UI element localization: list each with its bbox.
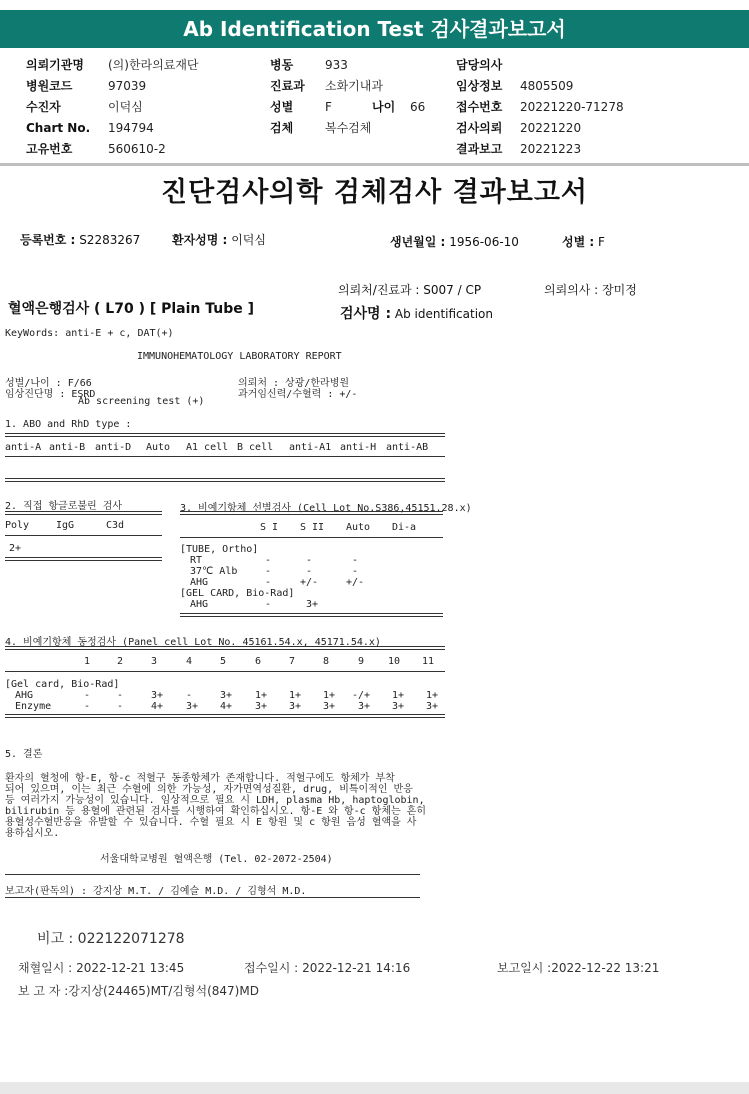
dat-header-c3d: C3d	[106, 520, 125, 531]
test-name: 검사명 : Ab identification	[340, 306, 493, 322]
screen-cell: -	[265, 577, 272, 588]
section-1-title: 1. ABO and RhD type :	[5, 419, 132, 430]
screen-cell: -	[352, 555, 359, 566]
header-label: 임상정보	[456, 79, 503, 93]
transfusion-history: 과거임신력/수혈력 : +/-	[238, 389, 358, 400]
abo-header-b-cell: B cell	[237, 442, 274, 453]
panel-col: 6	[255, 656, 262, 667]
screen-header-dia: Di-a	[392, 522, 417, 533]
keywords: KeyWords: anti-E + c, DAT(+)	[5, 328, 174, 339]
screen-cell: +/-	[300, 577, 319, 588]
page-bottom-edge	[0, 1082, 749, 1094]
screen-cell: -	[352, 566, 359, 577]
clinical-diagnosis-detail: Ab screening test (+)	[78, 396, 205, 407]
header-value: 복수검체	[325, 121, 372, 135]
screen-cell: -	[306, 566, 313, 577]
test-group: 혈액은행검사 ( L70 ) [ Plain Tube ]	[8, 301, 255, 317]
panel-cell: 3+	[426, 701, 439, 712]
header-column-1	[26, 54, 199, 159]
collection-datetime: 채혈일시 : 2022-12-21 13:45	[18, 961, 185, 975]
conclusion-line: 환자의 혈청에 항-E, 항-c 적혈구 동종항체가 존재합니다. 적혈구에도 항체가 부착	[5, 773, 395, 784]
header-value: 20221220	[520, 120, 582, 135]
clinical-diagnosis: 임상진단명 : ESRD	[5, 389, 96, 400]
section-4-title: 4. 비예기항체 동정검사 (Panel cell Lot No. 45161.54.x, 45171.54.x)	[5, 637, 381, 648]
header-label: 고유번호	[26, 142, 73, 156]
header-label: 담당의사	[456, 58, 503, 72]
section-1-rule-top	[5, 433, 445, 437]
conclusion-line: 등 여러가지 가능성이 있습니다. 임상적으로 필요 시 LDH, plasma Hb, haptoglobin,	[5, 795, 425, 806]
panel-cell: -/+	[352, 690, 371, 701]
screen-row-label: 37℃ Alb	[190, 566, 238, 577]
header-value: F	[325, 99, 332, 114]
screen-header-s2: S II	[300, 522, 325, 533]
section-2-rule-mid	[5, 535, 162, 536]
screen-row-label: [TUBE, Ortho]	[180, 544, 259, 555]
panel-cell: 1+	[255, 690, 268, 701]
lab-report-title: IMMUNOHEMATOLOGY LABORATORY REPORT	[137, 351, 342, 362]
abo-header-a1-cell: A1 cell	[186, 442, 229, 453]
section-3-rule-bottom	[180, 613, 443, 617]
header-value: 4805509	[520, 78, 574, 93]
screen-row-label: AHG	[190, 599, 209, 610]
section-3-rule-mid	[180, 537, 443, 538]
patient-sex: 성별 : F	[562, 235, 605, 249]
header-value: 20221223	[520, 141, 582, 156]
abo-header-anti-d: anti-D	[95, 442, 132, 453]
remark: 비고 : 022122071278	[37, 931, 185, 947]
panel-cell: -	[117, 690, 124, 701]
reporters-rule-bottom	[5, 897, 420, 898]
header-label: 진료과	[270, 79, 305, 93]
panel-cell: 3+	[255, 701, 268, 712]
panel-cell: 4+	[220, 701, 233, 712]
header-value: 소화기내과	[325, 79, 383, 93]
sex-age: 성별/나이 : F/66	[5, 378, 92, 389]
panel-cell: -	[117, 701, 124, 712]
panel-cell: 1+	[392, 690, 405, 701]
screen-row-label: AHG	[190, 577, 209, 588]
abo-header-anti-ab: anti-AB	[386, 442, 429, 453]
screen-cell: +/-	[346, 577, 365, 588]
panel-col: 3	[151, 656, 158, 667]
dat-value-poly: 2+	[9, 543, 22, 554]
panel-row-label: Enzyme	[15, 701, 52, 712]
section-4-rule-bottom	[5, 714, 445, 718]
header-label: 병원코드	[26, 79, 73, 93]
blood-bank-contact: 서울대학교병원 혈액은행 (Tel. 02-2072-2504)	[100, 854, 333, 865]
header-value: 560610-2	[108, 141, 166, 156]
abo-header-anti-a: anti-A	[5, 442, 42, 453]
header-column-2	[270, 54, 425, 138]
header-label: Chart No.	[26, 120, 91, 135]
section-1-rule-mid	[5, 456, 445, 457]
screen-cell: 3+	[306, 599, 319, 610]
header-column-3	[456, 54, 624, 159]
abo-header-anti-h: anti-H	[340, 442, 377, 453]
panel-cell: 1+	[323, 690, 336, 701]
panel-cell: -	[84, 690, 91, 701]
panel-cell: 3+	[220, 690, 233, 701]
abo-header-anti-a1: anti-A1	[289, 442, 332, 453]
screen-cell: -	[265, 555, 272, 566]
conclusion-line: 용하십시오.	[5, 828, 60, 839]
screen-cell: -	[265, 566, 272, 577]
section-3-rule-top	[180, 511, 443, 515]
screen-header-s1: S I	[260, 522, 279, 533]
dat-header-poly: Poly	[5, 520, 30, 531]
panel-cell: 3+	[392, 701, 405, 712]
panel-col: 8	[323, 656, 330, 667]
panel-cell: 3+	[358, 701, 371, 712]
screen-row-label: RT	[190, 555, 203, 566]
date-of-birth: 생년월일 : 1956-06-10	[390, 235, 519, 249]
conclusion-line: 용혈성수혈반응을 유발할 수 있습니다. 수혈 필요 시 E 항원 및 c 항원 음성 혈액을 사	[5, 817, 417, 828]
panel-cell: 3+	[289, 701, 302, 712]
header-label: 접수번호	[456, 100, 503, 114]
header-label: 검사의뢰	[456, 121, 503, 135]
request-doctor: 의뢰의사 : 장미정	[544, 283, 637, 297]
header-label: 의뢰기관명	[26, 58, 84, 72]
panel-col: 1	[84, 656, 91, 667]
requester: 의뢰처 : 상광/한라병원	[238, 378, 350, 389]
section-3-title: 3. 비예기항체 선별검사 (Cell Lot No.S386,45151.28.x)	[180, 503, 472, 514]
panel-row-label: AHG	[15, 690, 34, 701]
header-label: 수진자	[26, 100, 61, 114]
screen-header-auto: Auto	[346, 522, 371, 533]
dat-header-igg: IgG	[56, 520, 75, 531]
document-title: 진단검사의학 검체검사 결과보고서	[160, 177, 589, 208]
section-4-rule-mid	[5, 671, 445, 672]
panel-cell: -	[186, 690, 193, 701]
header-label: 병동	[270, 58, 294, 72]
panel-col: 10	[388, 656, 401, 667]
report-banner-title: Ab Identification Test 검사결과보고서	[0, 10, 749, 48]
reporters-rule-top	[5, 874, 420, 875]
patient-name: 환자성명 : 이덕심	[172, 233, 266, 247]
header-value: 933	[325, 57, 348, 72]
panel-col: 7	[289, 656, 296, 667]
header-label: 성별	[270, 100, 294, 114]
panel-cell: 4+	[151, 701, 164, 712]
section-1-rule-bottom	[5, 478, 445, 482]
header-value: 194794	[108, 120, 154, 135]
panel-cell: -	[84, 701, 91, 712]
panel-cell: 3+	[186, 701, 199, 712]
footer-reporter: 보 고 자 :강지상(24465)MT/김형석(847)MD	[18, 984, 259, 998]
receipt-datetime: 접수일시 : 2022-12-21 14:16	[244, 961, 411, 975]
panel-col: 5	[220, 656, 227, 667]
panel-col: 2	[117, 656, 124, 667]
panel-cell: 1+	[426, 690, 439, 701]
section-5-title: 5. 결론	[5, 749, 43, 760]
panel-col: 9	[358, 656, 365, 667]
report-datetime: 보고일시 :2022-12-22 13:21	[497, 961, 660, 975]
section-4-rule-top	[5, 646, 445, 650]
request-department: 의뢰처/진료과 : S007 / CP	[338, 283, 482, 297]
panel-group-label: [Gel card, Bio-Rad]	[5, 679, 120, 690]
abo-header-auto: Auto	[146, 442, 171, 453]
header-value: 66	[410, 99, 426, 114]
conclusion-line: bilirubin 등 용혈에 관련된 검사를 시행하여 확인하십시오. 항-E 와 항-c 항체는 흔히	[5, 806, 426, 817]
header-label: 검체	[270, 121, 294, 135]
section-2-rule-top	[5, 511, 162, 515]
header-value: 이덕심	[108, 100, 143, 114]
panel-cell: 3+	[323, 701, 336, 712]
reporters: 보고자(판독의) : 강지상 M.T. / 김예슬 M.D. / 김형석 M.D.	[5, 886, 307, 897]
header-value: (의)한라의료재단	[108, 58, 199, 72]
panel-col: 11	[422, 656, 435, 667]
header-label: 결과보고	[456, 142, 503, 156]
conclusion-line: 되어 있으며, 이는 최근 수혈에 의한 가능성, 자가면역성질환, drug, 비특이적인 반응	[5, 784, 413, 795]
panel-cell: 1+	[289, 690, 302, 701]
header-label: 나이	[372, 100, 396, 114]
header-value: 20221220-71278	[520, 99, 624, 114]
section-2-title: 2. 직접 항글로불린 검사	[5, 501, 123, 512]
header-value: 97039	[108, 78, 147, 93]
panel-cell: 3+	[151, 690, 164, 701]
screen-cell: -	[306, 555, 313, 566]
section-2-rule-bottom	[5, 557, 162, 561]
registration-number: 등록번호 : S2283267	[20, 233, 141, 247]
panel-col: 4	[186, 656, 193, 667]
abo-header-anti-b: anti-B	[49, 442, 86, 453]
header-divider	[0, 163, 749, 166]
screen-cell: -	[265, 599, 272, 610]
screen-row-label: [GEL CARD, Bio-Rad]	[180, 588, 295, 599]
